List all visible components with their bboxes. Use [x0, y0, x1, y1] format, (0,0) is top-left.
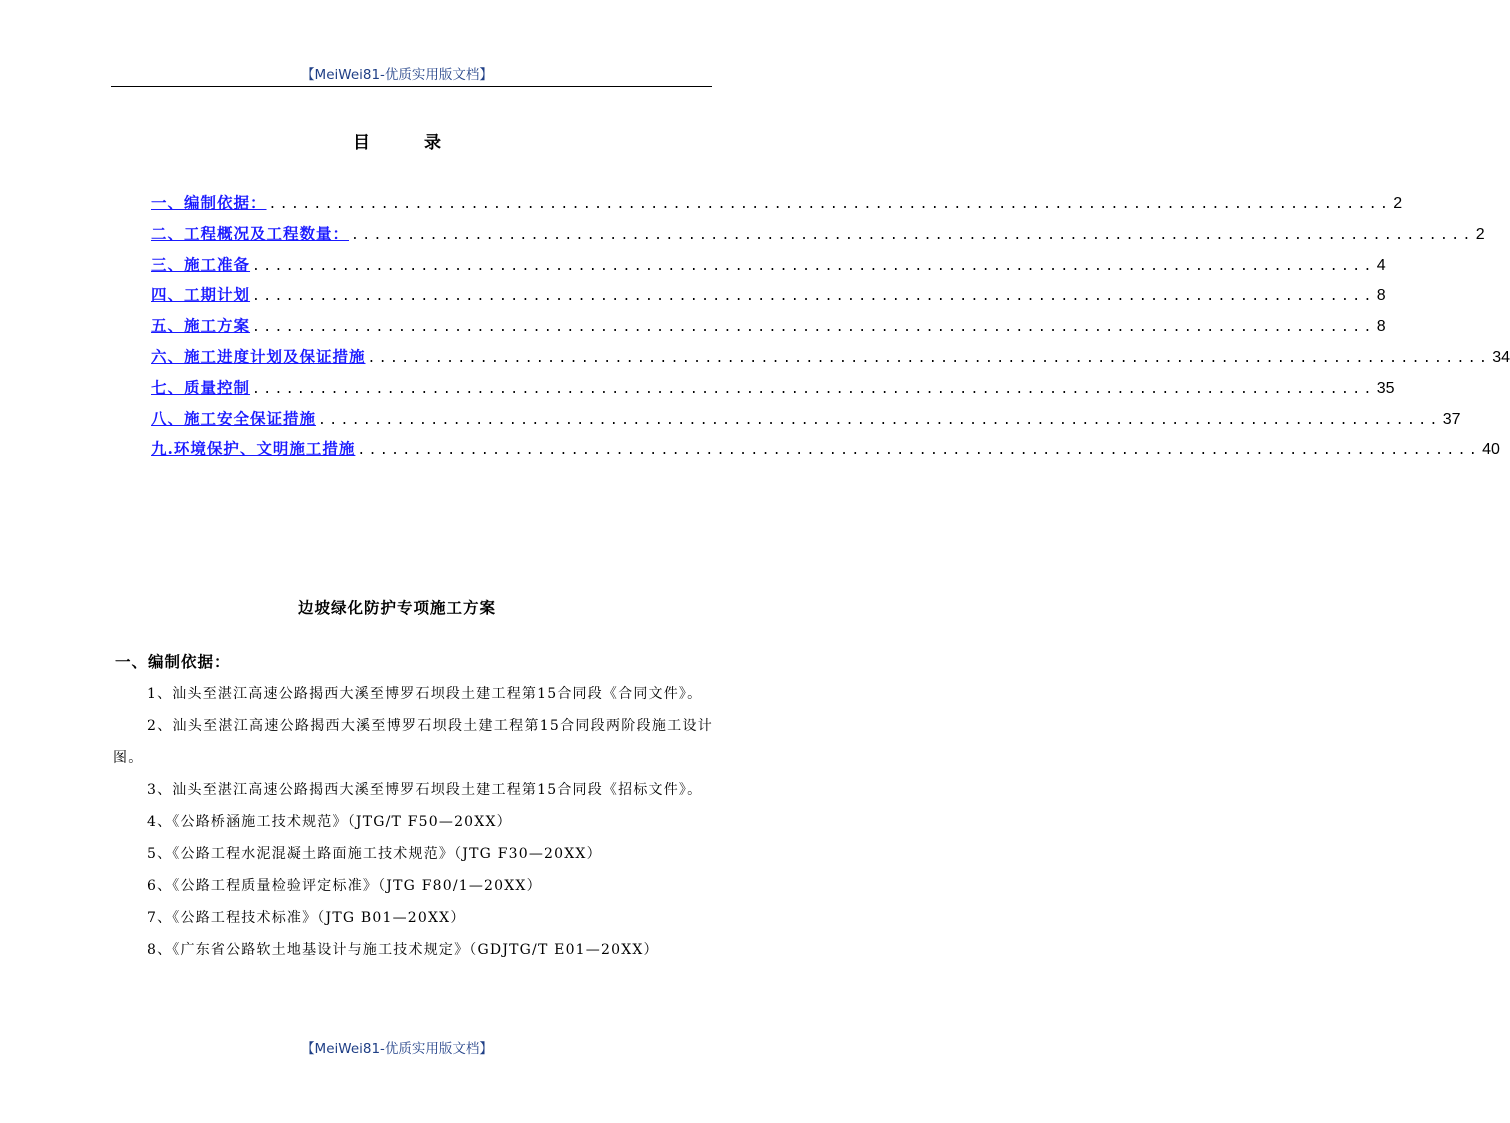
- basis-item-5: 5、《公路工程水泥混凝土路面施工技术规范》（JTG F30—20XX）: [147, 846, 602, 862]
- toc-title: 目 录: [353, 133, 465, 153]
- toc-page-number: 2: [1475, 225, 1485, 243]
- basis-item-7: 7、《公路工程技术标准》（JTG B01—20XX）: [147, 910, 466, 926]
- toc-entry: [151, 253, 1386, 284]
- toc-leader: ....................................................................................................: [357, 443, 1481, 459]
- toc-leader: ....................................................................................................: [351, 227, 1474, 243]
- toc-leader: ....................................................................................................: [252, 258, 1375, 274]
- toc-page-number: 2: [1393, 195, 1403, 212]
- section-body: [113, 678, 713, 966]
- toc-page-number: 35: [1376, 379, 1395, 397]
- toc-link-3[interactable]: 三、施工准备: [151, 254, 251, 274]
- toc-entry: [151, 376, 1395, 407]
- toc-link-7[interactable]: 七、质量控制: [151, 377, 251, 397]
- toc-page-number: 8: [1376, 318, 1386, 336]
- toc-entry: [151, 437, 1500, 468]
- toc-leader: ....................................................................................................: [268, 197, 1392, 212]
- toc-link-8[interactable]: 八、施工安全保证措施: [151, 408, 317, 428]
- toc-link-5[interactable]: 五、施工方案: [151, 316, 251, 336]
- toc-link-4[interactable]: 四、工期计划: [151, 285, 251, 305]
- toc-page-number: 40: [1482, 441, 1500, 459]
- toc-entry: [151, 222, 1485, 253]
- page-footer: 【MeiWei81-优质实用版文档】: [301, 1041, 493, 1057]
- toc-leader: ....................................................................................................: [318, 412, 1441, 428]
- toc-leader: ....................................................................................................: [252, 381, 1375, 397]
- toc-leader: ....................................................................................................: [252, 289, 1375, 305]
- basis-item-4: 4、《公路桥涵施工技术规范》（JTG/T F50—20XX）: [147, 814, 512, 830]
- basis-item-3: 3、汕头至湛江高速公路揭西大溪至博罗石坝段土建工程第15合同段《招标文件》。: [147, 782, 703, 798]
- toc-entry: [151, 191, 1403, 222]
- page-header: 【MeiWei81-优质实用版文档】: [301, 67, 493, 83]
- toc-link-1[interactable]: 一、编制依据：: [151, 193, 267, 212]
- toc-page-number: 37: [1442, 410, 1461, 428]
- toc-entry: [151, 314, 1386, 345]
- toc-link-9[interactable]: 九.环境保护、文明施工措施: [151, 439, 356, 459]
- toc-page-number: 34: [1492, 348, 1510, 366]
- toc-entry: [151, 407, 1461, 438]
- basis-item-8: 8、《广东省公路软土地基设计与施工技术规定》（GDJTG/T E01—20XX）: [147, 942, 659, 958]
- basis-item-2: 2、汕头至湛江高速公路揭西大溪至博罗石坝段土建工程第15合同段两阶段施工设计图。: [113, 718, 713, 766]
- toc-link-6[interactable]: 六、施工进度计划及保证措施: [151, 346, 366, 366]
- toc-leader: ....................................................................................................: [252, 320, 1375, 336]
- table-of-contents: [151, 191, 1510, 468]
- document-title: 边坡绿化防护专项施工方案: [297, 598, 496, 617]
- section-heading: 一、编制依据：: [115, 652, 231, 671]
- toc-entry: [151, 345, 1510, 376]
- toc-page-number: 4: [1376, 256, 1386, 274]
- toc-leader: ....................................................................................................: [367, 350, 1491, 366]
- toc-link-2[interactable]: 二、工程概况及工程数量：: [151, 223, 350, 243]
- toc-entry: [151, 283, 1386, 314]
- toc-page-number: 8: [1376, 287, 1386, 305]
- basis-item-1: 1、汕头至湛江高速公路揭西大溪至博罗石坝段土建工程第15合同段《合同文件》。: [147, 686, 703, 702]
- basis-item-6: 6、《公路工程质量检验评定标准》（JTG F80/1—20XX）: [147, 878, 542, 894]
- header-divider: [111, 86, 712, 87]
